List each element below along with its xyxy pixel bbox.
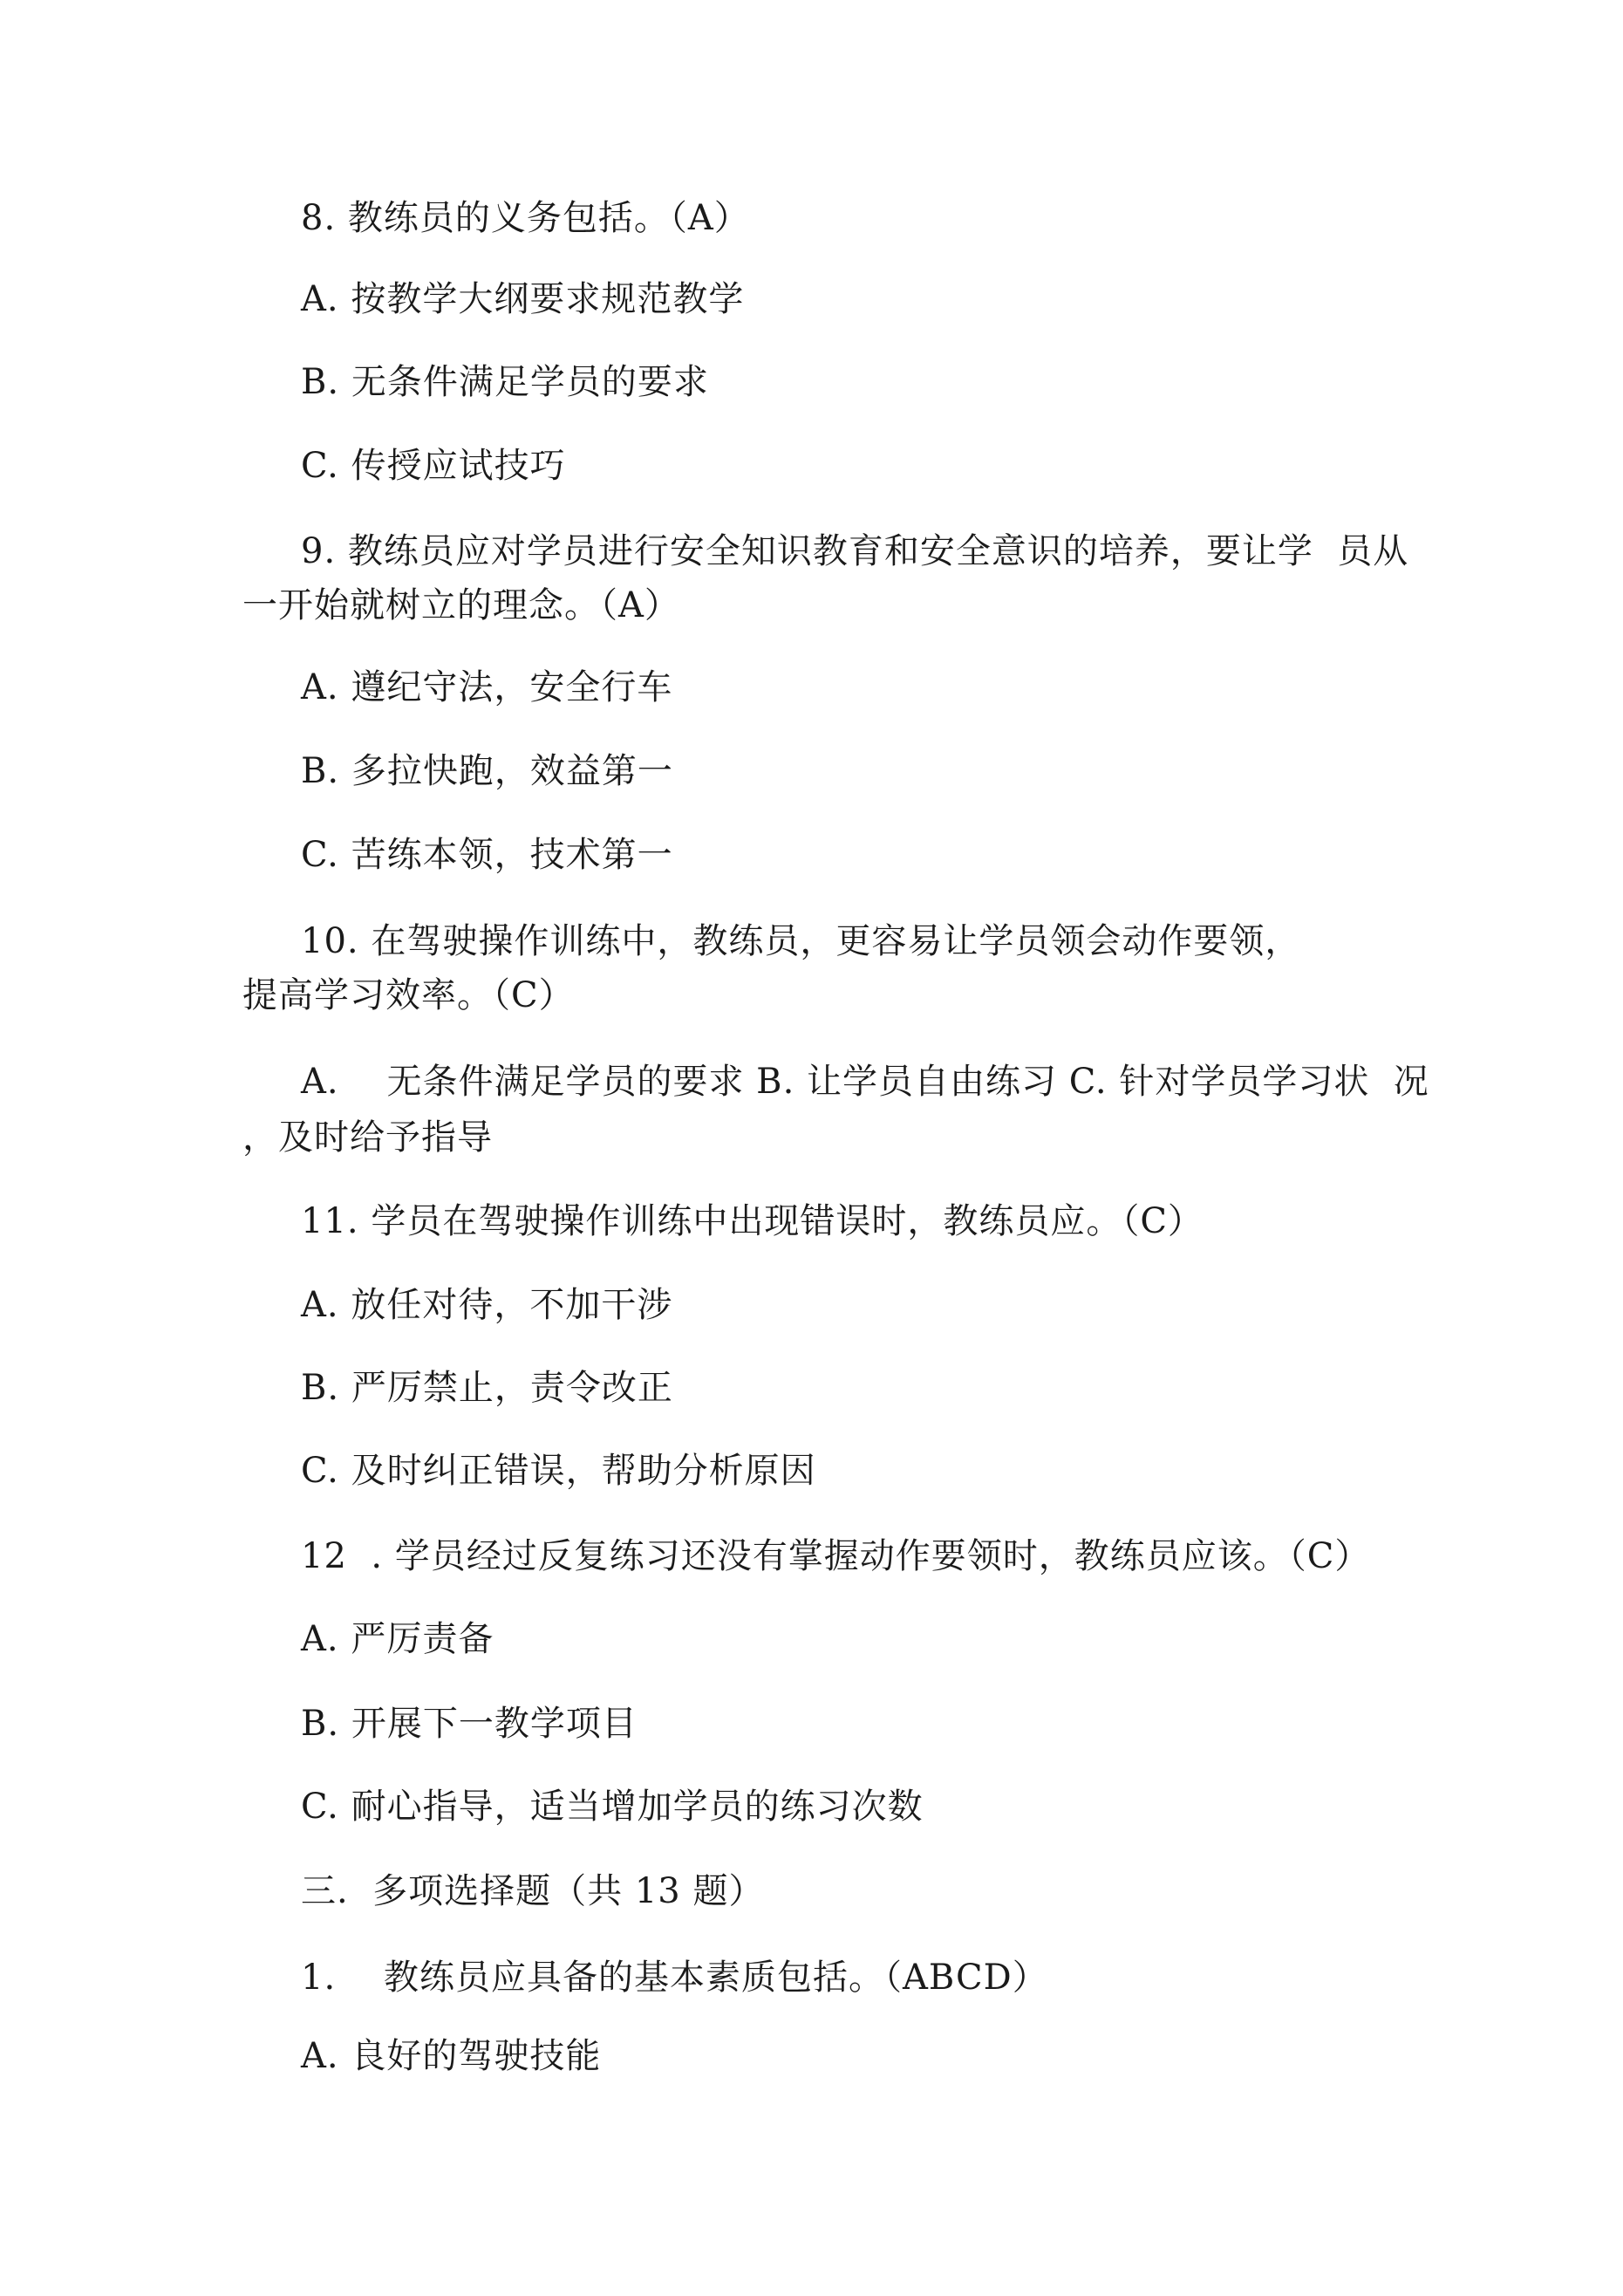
multi-question-1: 1. 教练员应具备的基本素质包括。（ABCD）: [301, 1958, 1048, 1998]
question-10-line-1: 10. 在驾驶操作训练中，教练员，更容易让学员领会动作要领，: [301, 921, 1301, 961]
question-9-option-a: A. 遵纪守法，安全行车: [301, 667, 673, 707]
question-11-option-a: A. 放任对待，不加干涉: [301, 1285, 673, 1325]
question-10-options-line-2: ，及时给予指导: [242, 1117, 493, 1158]
question-8: 8. 教练员的义务包括。（A）: [301, 198, 750, 238]
question-12-option-b: B. 开展下一教学项目: [301, 1704, 638, 1744]
question-9-option-b: B. 多拉快跑，效益第一: [301, 751, 673, 791]
question-12-option-a: A. 严厉责备: [301, 1619, 494, 1659]
question-10-line-2: 提高学习效率。（C）: [242, 975, 575, 1015]
question-8-option-b: B. 无条件满足学员的要求: [301, 362, 709, 402]
question-9-line-2: 一开始就树立的理念。（A）: [242, 585, 680, 625]
question-8-option-a: A. 按教学大纲要求规范教学: [301, 279, 745, 319]
question-12: 12 . 学员经过反复练习还没有掌握动作要领时，教练员应该。（C）: [301, 1536, 1371, 1576]
question-10-options-line-1: A. 无条件满足学员的要求 B. 让学员自由练习 C. 针对学员学习状 况: [301, 1062, 1429, 1102]
question-11: 11. 学员在驾驶操作训练中出现错误时，教练员应。（C）: [301, 1201, 1204, 1241]
question-11-option-c: C. 及时纠正错误，帮助分析原因: [301, 1451, 816, 1491]
multi-question-1-option-a: A. 良好的驾驶技能: [301, 2036, 602, 2076]
question-9-line-1: 9. 教练员应对学员进行安全知识教育和安全意识的培养，要让学 员从: [301, 531, 1409, 571]
section-heading: 三. 多项选择题（共 13 题）: [301, 1871, 765, 1911]
question-9-option-c: C. 苦练本领，技术第一: [301, 835, 673, 875]
question-11-option-b: B. 严厉禁止，责令改正: [301, 1368, 673, 1408]
question-8-option-c: C. 传授应试技巧: [301, 446, 566, 486]
question-12-option-c: C. 耐心指导，适当增加学员的练习次数: [301, 1787, 924, 1827]
